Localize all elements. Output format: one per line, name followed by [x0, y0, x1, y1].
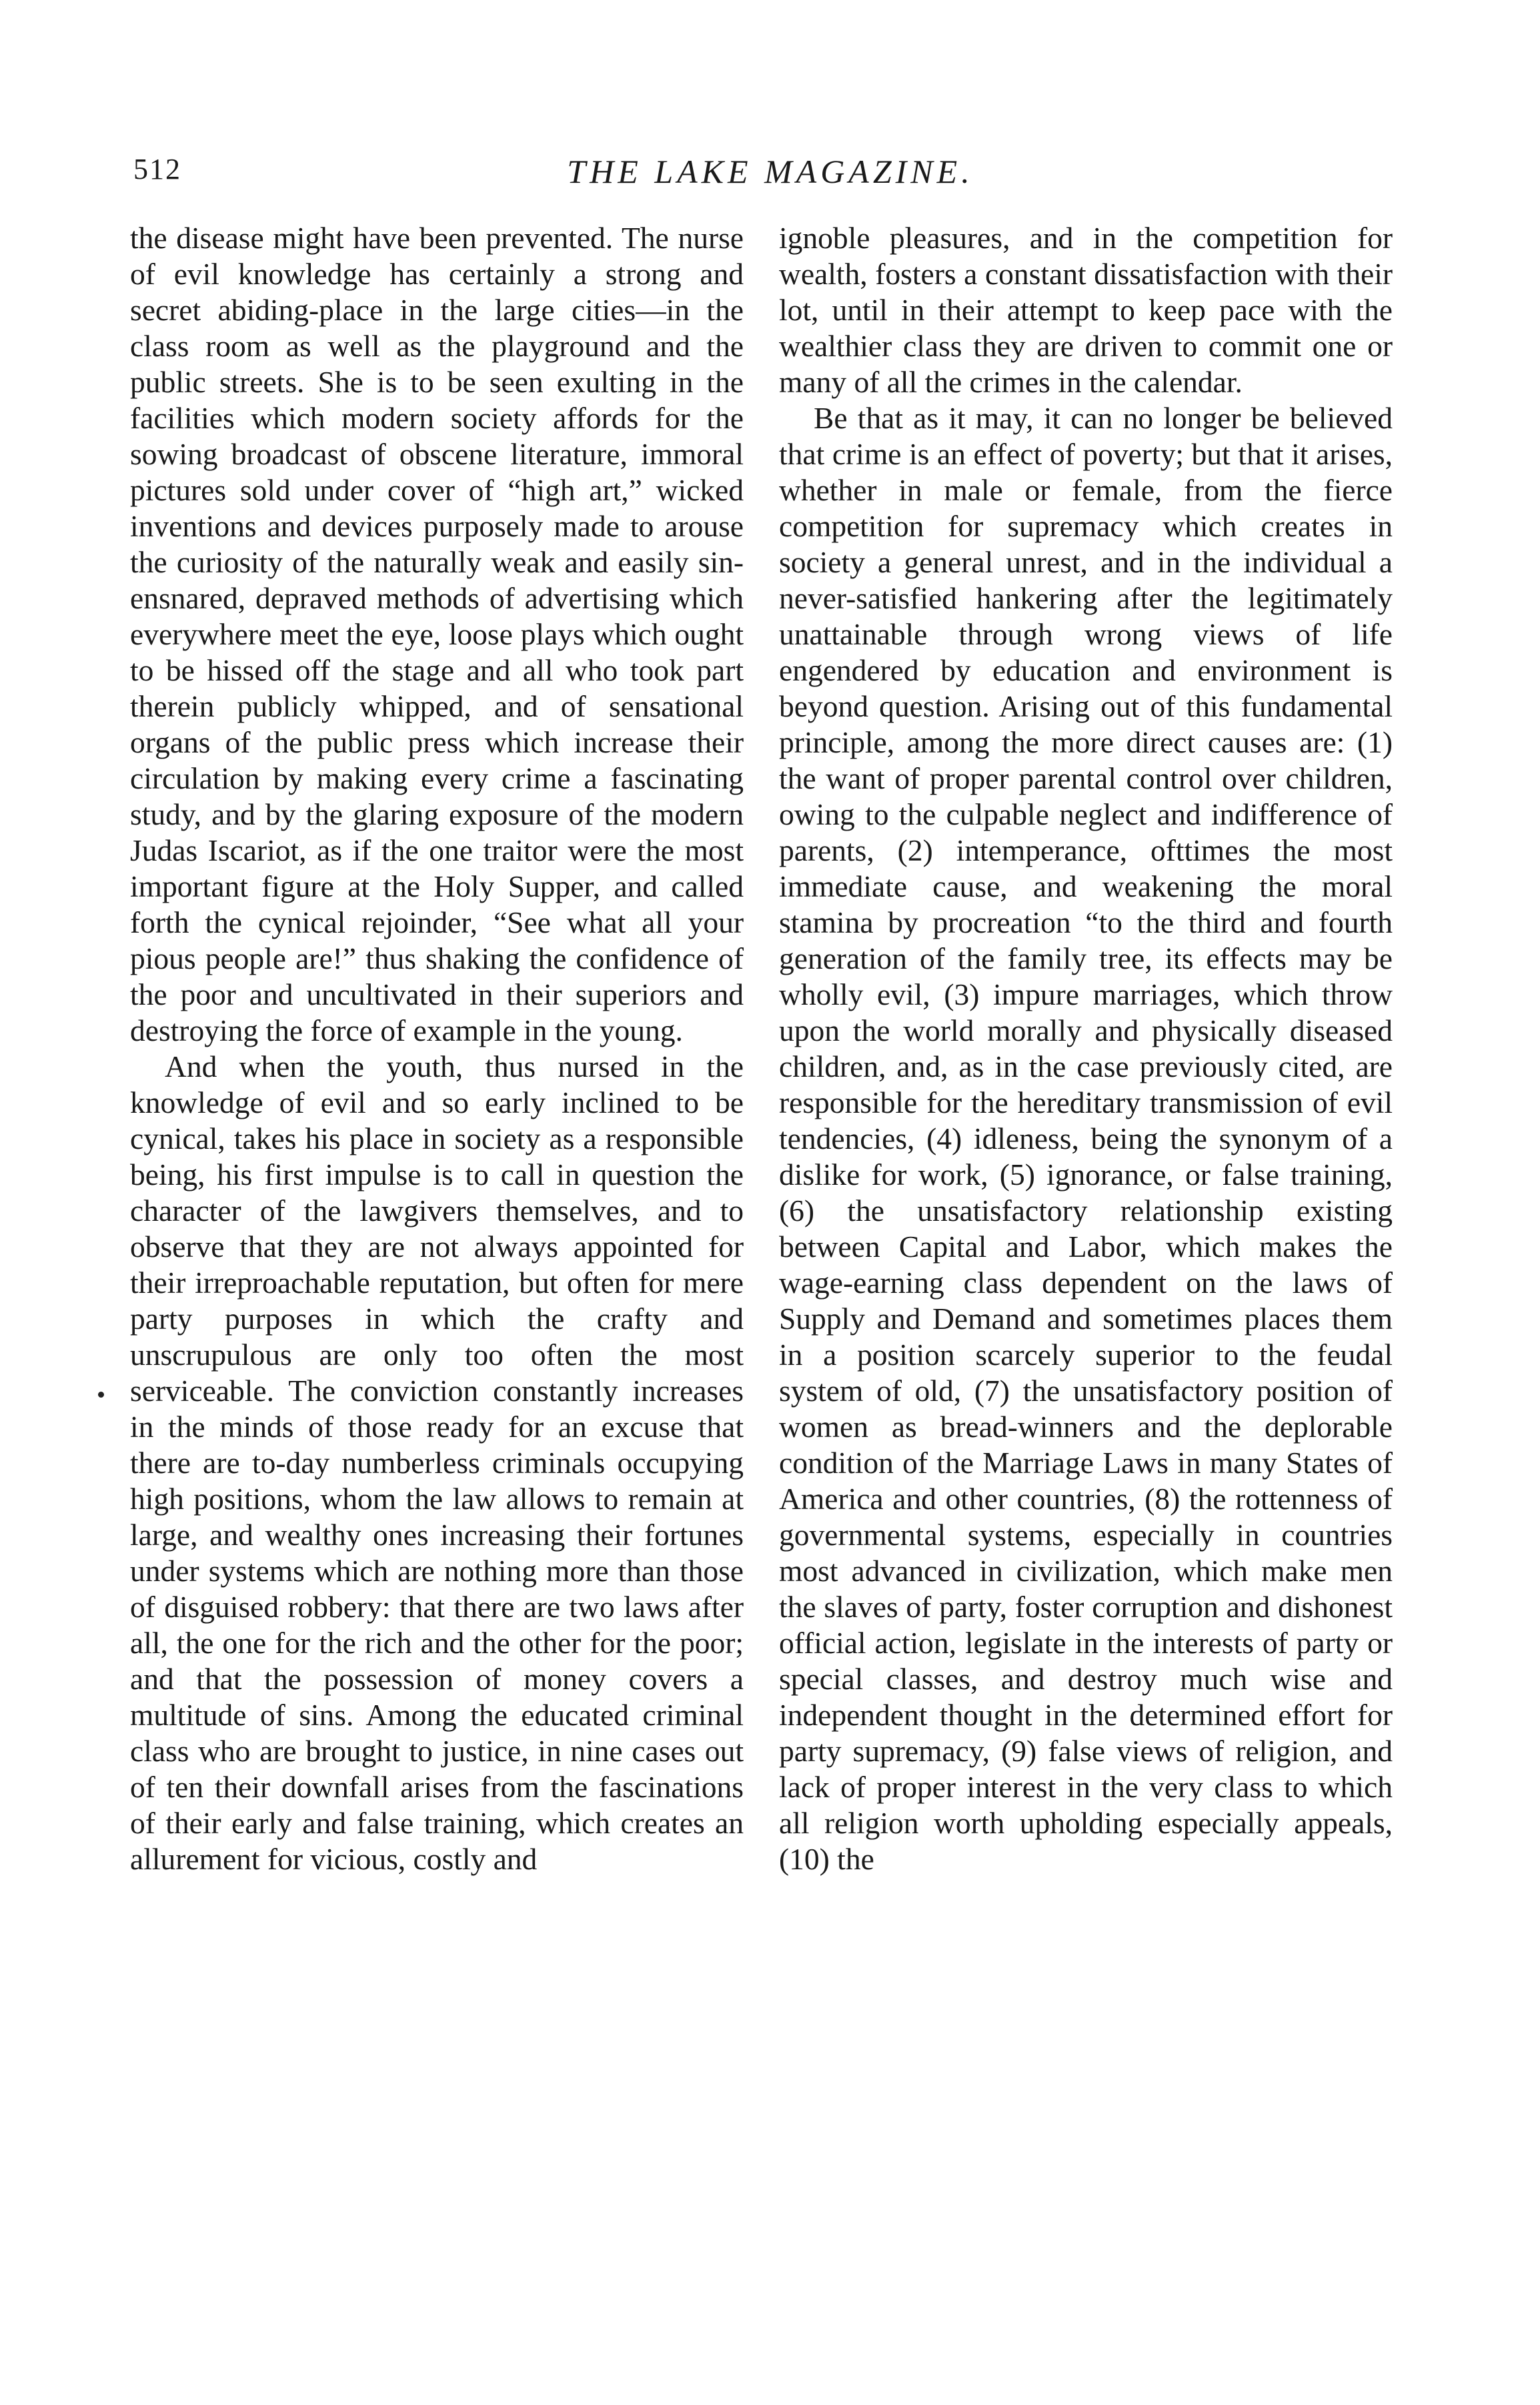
margin-speck	[98, 1392, 104, 1398]
running-title: THE LAKE MAGAZINE.	[567, 153, 974, 190]
page-header	[133, 152, 1407, 199]
left-paragraph-2: And when the youth, thus nursed in the knowledge of evil and so early inclined to be cynical, takes his place in society as a responsible being, his first impulse is to call in question the character of the lawgivers themselves, and to observe that they are not always appointed for their irreproachable reputation, but often for mere party purposes in which the crafty and unscrupulous are only too often the most serviceable. The conviction constantly increases in the minds of those ready for an excuse that there are to-day numberless criminals occupying high positions, whom the law allows to remain at large, and wealthy ones increasing their fortunes under systems which are nothing more than those of disguised robbery: that there are two laws after all, the one for the rich and the other for the poor; and that the possession of money covers a multitude of sins. Among the educated criminal class who are brought to justice, in nine cases out of ten their downfall arises from the fascinations of their early and false training, which creates an allurement for vicious, costly and	[130, 1049, 744, 1876]
left-column	[130, 220, 744, 1877]
left-paragraph-1: the disease might have been prevented. The nurse of evil knowledge has certainly a strong and secret abiding-place in the large cities—in the class room as well as the playground and the public streets. She is to be seen exulting in the facilities which modern society affords for the sowing broadcast of obscene literature, immoral pictures sold under cover of “high art,” wicked inventions and devices purposely made to arouse the curiosity of the naturally weak and easily sin-ensnared, depraved methods of advertising which everywhere meet the eye, loose plays which ought to be hissed off the stage and all who took part therein publicly whipped, and of sensational organs of the public press which increase their circulation by making every crime a fascinating study, and by the glaring exposure of the modern Judas Iscariot, as if the one traitor were the most important figure at the Holy Supper, and called forth the cynical rejoinder, “See what all your pious people are!” thus shaking the confidence of the poor and uncultivated in their superiors and destroying the force of example in the young.	[130, 221, 744, 1047]
right-column	[779, 220, 1393, 1877]
right-paragraph-1: ignoble pleasures, and in the competition for wealth, fosters a constant dissatisfaction with their lot, until in their attempt to keep pace with the wealthier class they are driven to commit one or many of all the crimes in the calendar.	[779, 221, 1393, 399]
page-number: 512	[133, 153, 181, 185]
right-paragraph-2: Be that as it may, it can no longer be believed that crime is an effect of poverty; but that it arises, whether in male or female, from the fierce competition for supremacy which creates in society a general unrest, and in the individual a never-satisfied hankering after the legitimately unattainable through wrong views of life engendered by education and environment is beyond question. Arising out of this fundamental principle, among the more direct causes are: (1) the want of proper parental control over children, owing to the culpable neglect and indifference of parents, (2) intemperance, ofttimes the most immediate cause, and weakening the moral stamina by procreation “to the third and fourth generation of the family tree, its effects may be wholly evil, (3) impure marriages, which throw upon the world morally and physically diseased children, and, as in the case previously cited, are responsible for the hereditary transmission of evil tendencies, (4) idleness, being the synonym of a dislike for work, (5) ignorance, or false training, (6) the unsatisfactory relationship existing between Capital and Labor, which makes the wage-earning class dependent on the laws of Supply and Demand and sometimes places them in a position scarcely superior to the feudal system of old, (7) the unsatisfactory position of women as bread-winners and the deplorable condition of the Marriage Laws in many States of America and other countries, (8) the rottenness of governmental systems, especially in countries most advanced in civilization, which make men the slaves of party, foster corruption and dishonest official action, legislate in the interests of party or special classes, and destroy much wise and independent thought in the determined effort for party supremacy, (9) false views of religion, and lack of proper interest in the very class to which all religion worth upholding especially appeals, (10) the	[779, 401, 1393, 1876]
